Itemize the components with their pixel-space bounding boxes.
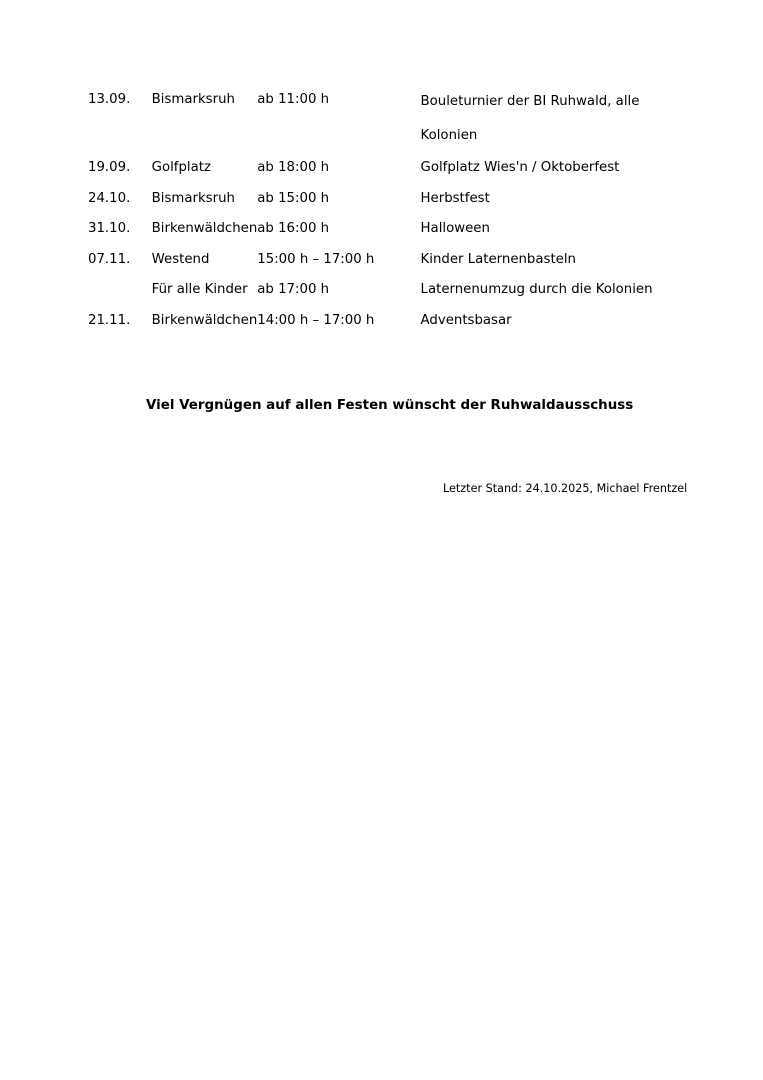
cell-place: Bismarksruh [151,92,235,107]
cell-place: Birkenwäldchen [151,312,258,328]
cell-place: Birkenwäldchen [151,221,258,236]
table-row [88,153,688,184]
footer-last-updated: Letzter Stand: 24.10.2025, Michael Frentzel [443,482,688,495]
cell-date: 24.10. [88,190,131,206]
event-text: Bouleturnier der BI Ruhwald, alle Kolonien [420,94,640,143]
cell-place: Westend [151,251,210,267]
cell-date: 31.10. [88,221,131,236]
cell-event: Golfplatz Wies'n / Oktoberfest [420,160,620,175]
closing-statement: Viel Vergnügen auf allen Festen wünscht der Ruhwaldausschuss [146,398,634,413]
cell-date: 13.09. [88,92,131,107]
cell-date: 21.11. [88,312,131,328]
cell-place: Golfplatz [151,160,211,175]
table-row [88,275,688,306]
cell-time: 14:00 h – 17:00 h [257,312,375,328]
cell-time: ab 16:00 h [257,221,330,236]
cell-time: ab 15:00 h [257,190,330,206]
cell-time: 15:00 h – 17:00 h [257,251,375,267]
cell-event: Adventsbasar [420,312,512,328]
table-row [88,184,688,215]
cell-place: Bismarksruh [151,190,235,206]
cell-event: Halloween [420,221,490,236]
cell-event: Laternenumzug durch die Kolonien [420,282,653,297]
cell-time: ab 17:00 h [257,282,330,297]
cell-time: ab 18:00 h [257,160,330,175]
cell-place: Für alle Kinder [151,282,248,297]
cell-event: Herbstfest [420,190,490,206]
cell-date: 07.11. [88,251,131,267]
cell-event [421,85,688,153]
cell-date [88,275,152,306]
table-row [88,85,688,153]
cell-date: 19.09. [88,160,131,175]
schedule-body [88,85,688,336]
table-row [88,214,688,245]
cell-event: Kinder Laternenbasteln [420,251,576,267]
table-row [88,245,688,276]
events-schedule-table [88,85,688,336]
cell-time: ab 11:00 h [257,92,330,107]
table-row [88,306,688,337]
